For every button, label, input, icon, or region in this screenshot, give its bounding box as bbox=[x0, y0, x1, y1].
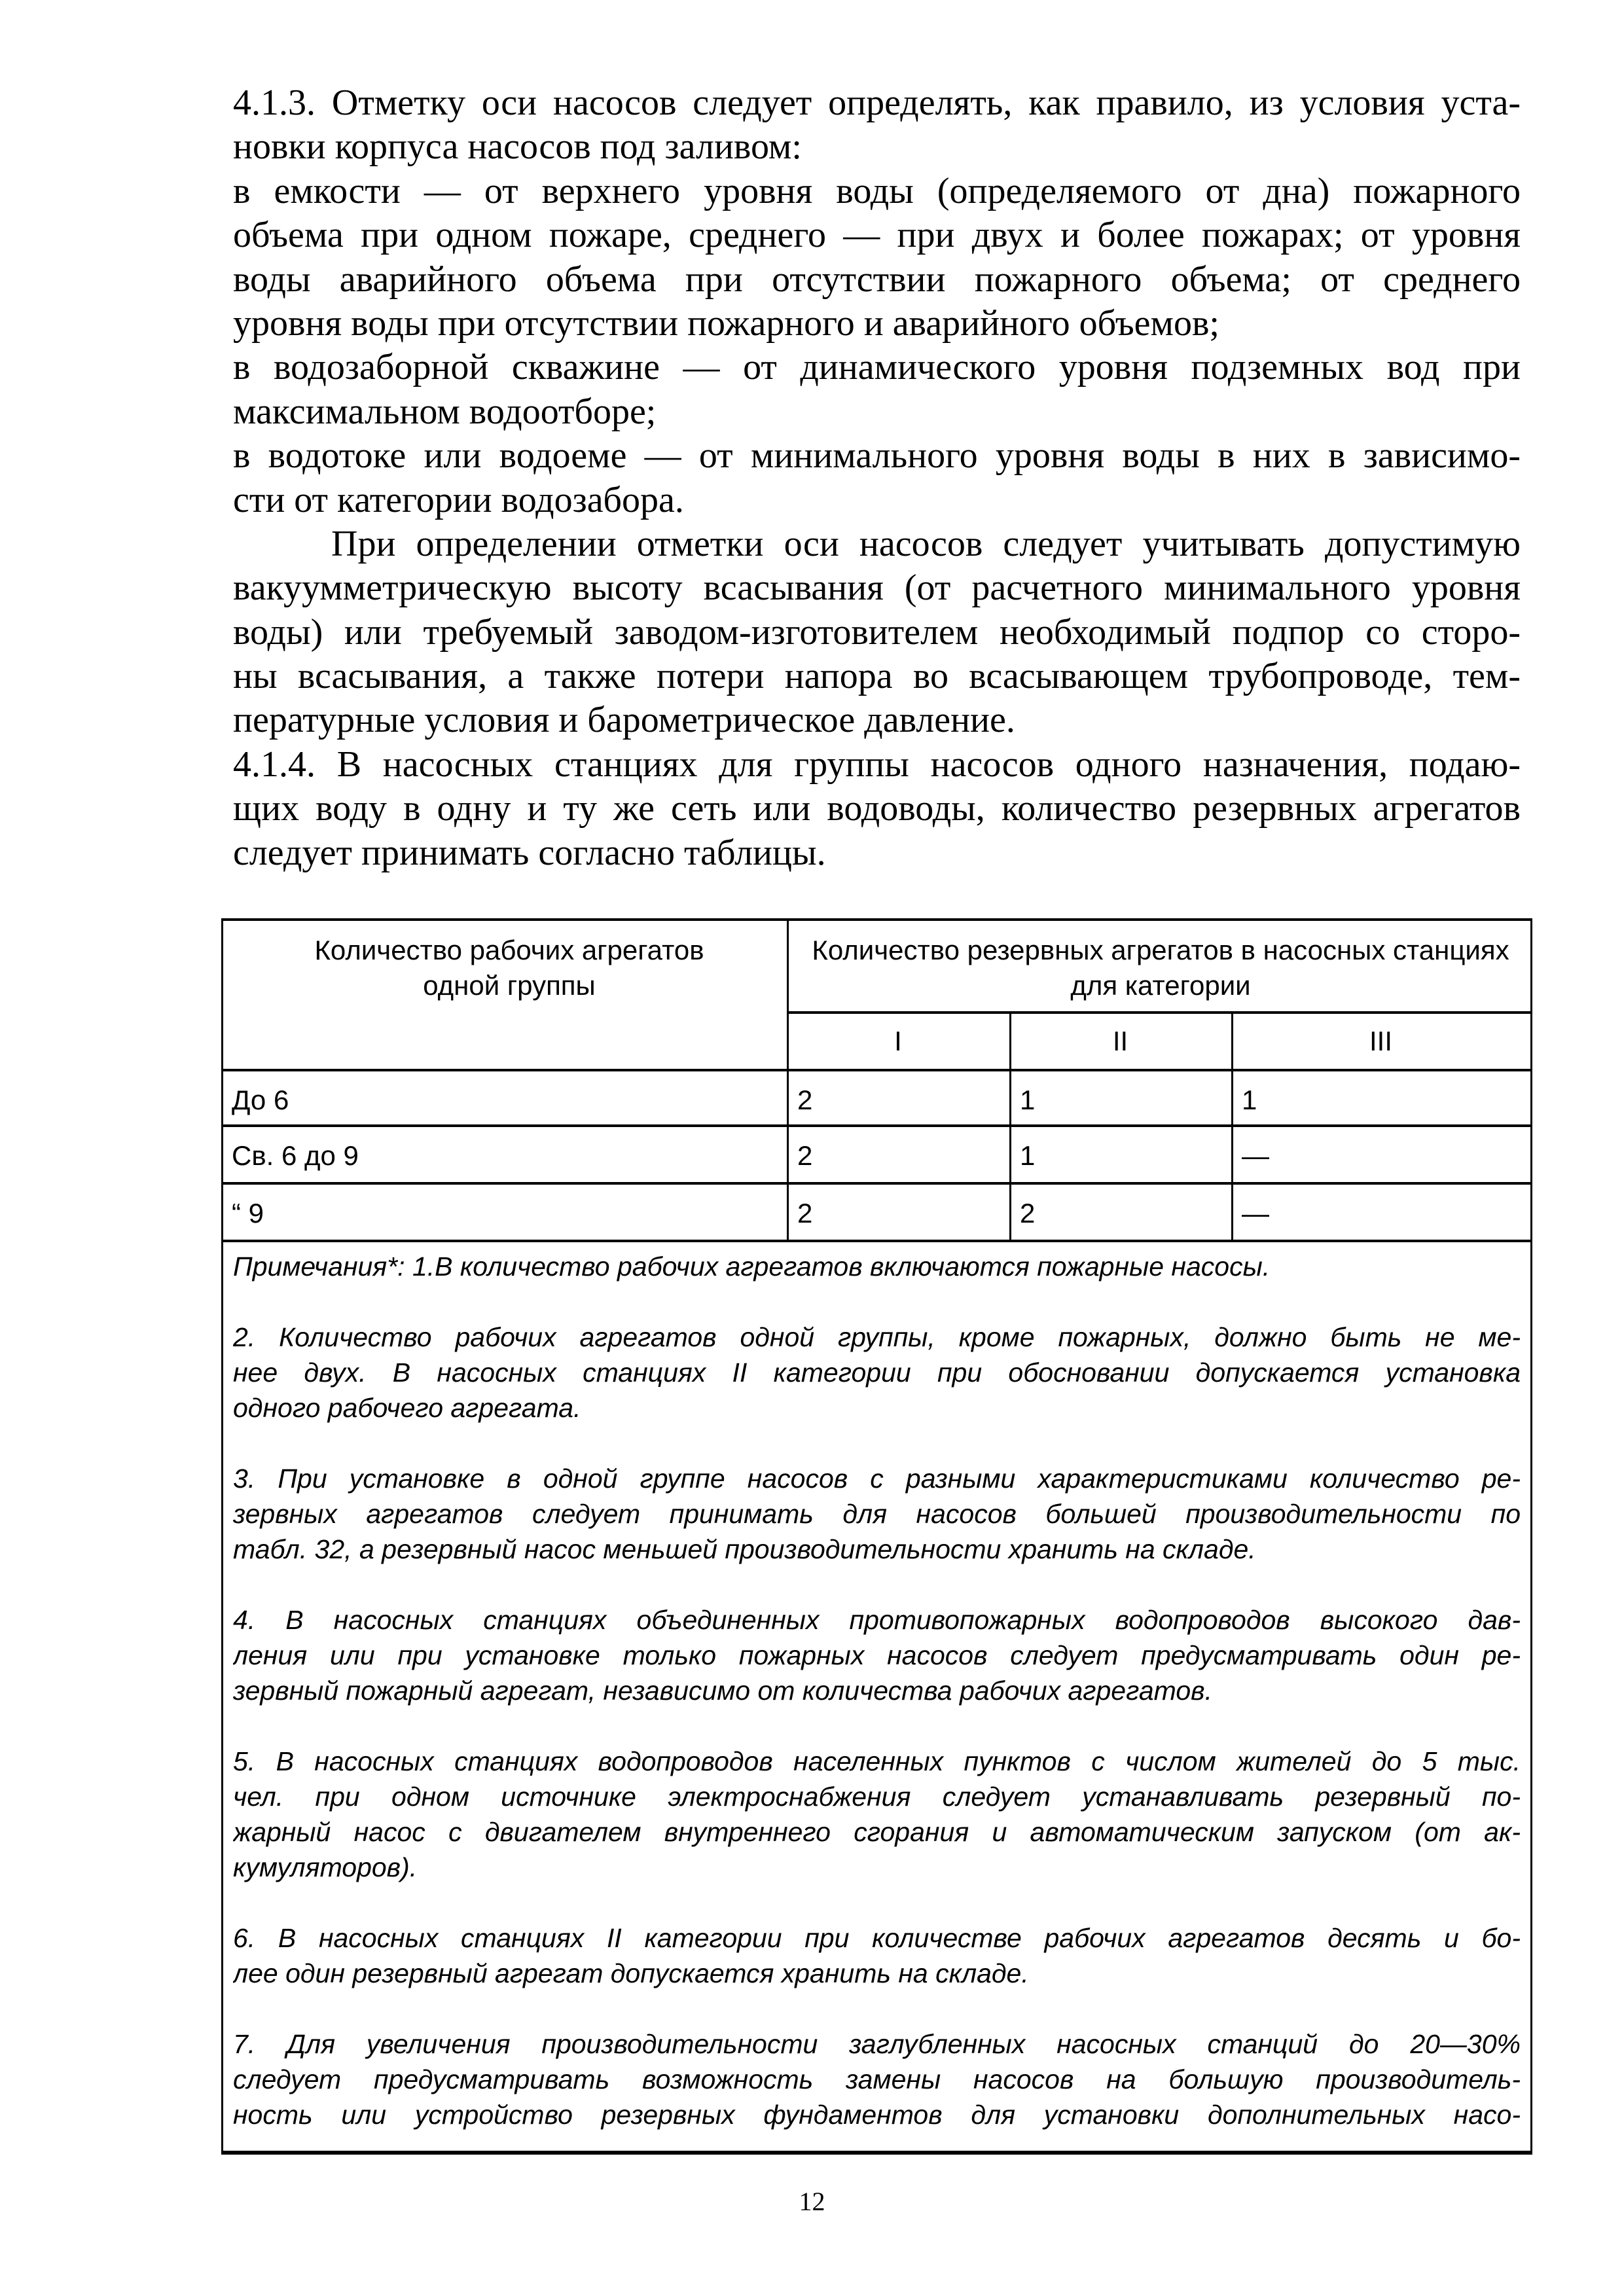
table-cell: 1 bbox=[1020, 1140, 1036, 1171]
text-line: следует принимать согласно таблицы. bbox=[233, 832, 826, 873]
table-cell: 2 bbox=[797, 1085, 813, 1115]
note-line: кумуляторов). bbox=[233, 1852, 418, 1882]
row-label: Св. 6 до 9 bbox=[232, 1140, 359, 1171]
table-border bbox=[1530, 918, 1532, 2155]
text-line: в емкости — от верхнего уровня воды (определяемого от дна) пожарного bbox=[233, 170, 1521, 211]
table-cell: 1 bbox=[1020, 1085, 1036, 1115]
text-line: воды) или требуемый заводом-изготовителем необходимый подпор со сторо- bbox=[233, 611, 1521, 653]
row-label: До 6 bbox=[232, 1085, 289, 1115]
text-line: воды аварийного объема при отсутствии пожарного объема; от среднего bbox=[233, 259, 1521, 300]
note-line: жарный насос с двигателем внутреннего сгорания и автоматическим запуском (от ак- bbox=[233, 1817, 1521, 1847]
header-category-3: III bbox=[1369, 1026, 1392, 1056]
note-line: 6. В насосных станциях II категории при количестве рабочих агрегатов десять и бо- bbox=[233, 1923, 1521, 1953]
note-line: ления или при установке только пожарных насосов следует предусматривать один ре- bbox=[233, 1640, 1521, 1670]
text-line: 4.1.4. В насосных станциях для группы насосов одного назначения, подаю- bbox=[233, 744, 1521, 785]
text-line: уровня воды при отсутствии пожарного и аварийного объемов; bbox=[233, 302, 1219, 344]
text-line: в водозаборной скважине — от динамического уровня подземных вод при bbox=[233, 347, 1521, 388]
table-border bbox=[221, 2151, 1532, 2155]
note-line: 3. При установке в одной группе насосов с разными характеристиками количество ре- bbox=[233, 1463, 1521, 1494]
text-line: При определении отметки оси насосов следует учитывать допустимую bbox=[331, 523, 1521, 564]
header-category-1: I bbox=[894, 1026, 902, 1056]
header-category-2: II bbox=[1112, 1026, 1128, 1056]
note-line: чел. при одном источнике электроснабжения следует устанавливать резервный по- bbox=[233, 1782, 1521, 1812]
row-label: “ 9 bbox=[232, 1198, 264, 1229]
table-cell: — bbox=[1242, 1140, 1269, 1171]
header-working-units: Количество рабочих агрегатов одной группы bbox=[314, 935, 704, 1001]
text-line: ны всасывания, а также потери напора во всасывающем трубопроводе, тем- bbox=[233, 656, 1521, 697]
text-line: щих воду в одну и ту же сеть или водоводы, количество резервных агрегатов bbox=[233, 788, 1521, 829]
text-line: пературные условия и барометрическое давление. bbox=[233, 700, 1015, 741]
body-text bbox=[233, 81, 1521, 875]
table-cell: — bbox=[1242, 1198, 1269, 1229]
note-line: нее двух. В насосных станциях II категории при обосновании допускается установка bbox=[233, 1357, 1521, 1388]
table-border bbox=[221, 918, 1532, 921]
page-number: 12 bbox=[799, 2187, 825, 2216]
text-line: новки корпуса насосов под заливом: bbox=[233, 126, 802, 168]
text-line: максимальном водоотборе; bbox=[233, 391, 657, 432]
text-line: в водотоке или водоеме — от минимального уровня воды в них в зависимо- bbox=[233, 435, 1521, 476]
note-line: ность или устройство резервных фундаментов для установки дополнительных насо- bbox=[233, 2100, 1521, 2130]
text-line: 4.1.3. Отметку оси насосов следует определять, как правило, из условия уста- bbox=[233, 82, 1521, 123]
note-line: 5. В насосных станциях водопроводов населенных пунктов с числом жителей до 5 тыс. bbox=[233, 1746, 1521, 1776]
table-cell: 2 bbox=[797, 1198, 813, 1229]
note-line: 7. Для увеличения производительности заглубленных насосных станций до 20—30% bbox=[233, 2029, 1521, 2059]
header-reserve-units: Количество резервных агрегатов в насосных станциях для категории bbox=[812, 935, 1509, 1001]
note-line: табл. 32, а резервный насос меньшей производительности хранить на складе. bbox=[233, 1534, 1256, 1564]
note-line: одного рабочего агрегата. bbox=[233, 1393, 581, 1423]
text-line: сти от категории водозабора. bbox=[233, 479, 684, 520]
text-line: объема при одном пожаре, среднего — при двух и более пожарах; от уровня bbox=[233, 215, 1521, 256]
note-line: 4. В насосных станциях объединенных противопожарных водопроводов высокого дав- bbox=[233, 1605, 1521, 1635]
note-line: зервный пожарный агрегат, независимо от количества рабочих агрегатов. bbox=[233, 1676, 1212, 1706]
reserve-units-table bbox=[221, 918, 1532, 2155]
note-line: Примечания*: 1.В количество рабочих агрегатов включаются пожарные насосы. bbox=[233, 1251, 1271, 1282]
table-notes bbox=[233, 1249, 1521, 2132]
note-line: следует предусматривать возможность замены насосов на большую производитель- bbox=[233, 2064, 1521, 2094]
note-line: зервных агрегатов следует принимать для насосов большей производительности по bbox=[233, 1499, 1521, 1529]
note-line: лее один резервный агрегат допускается хранить на складе. bbox=[233, 1958, 1029, 1988]
table-cell: 2 bbox=[797, 1140, 813, 1171]
text-line: вакуумметрическую высоту всасывания (от расчетного минимального уровня bbox=[233, 567, 1521, 609]
table-cell: 1 bbox=[1242, 1085, 1257, 1115]
table-cell: 2 bbox=[1020, 1198, 1036, 1229]
note-line: 2. Количество рабочих агрегатов одной группы, кроме пожарных, должно быть не ме- bbox=[233, 1322, 1521, 1352]
